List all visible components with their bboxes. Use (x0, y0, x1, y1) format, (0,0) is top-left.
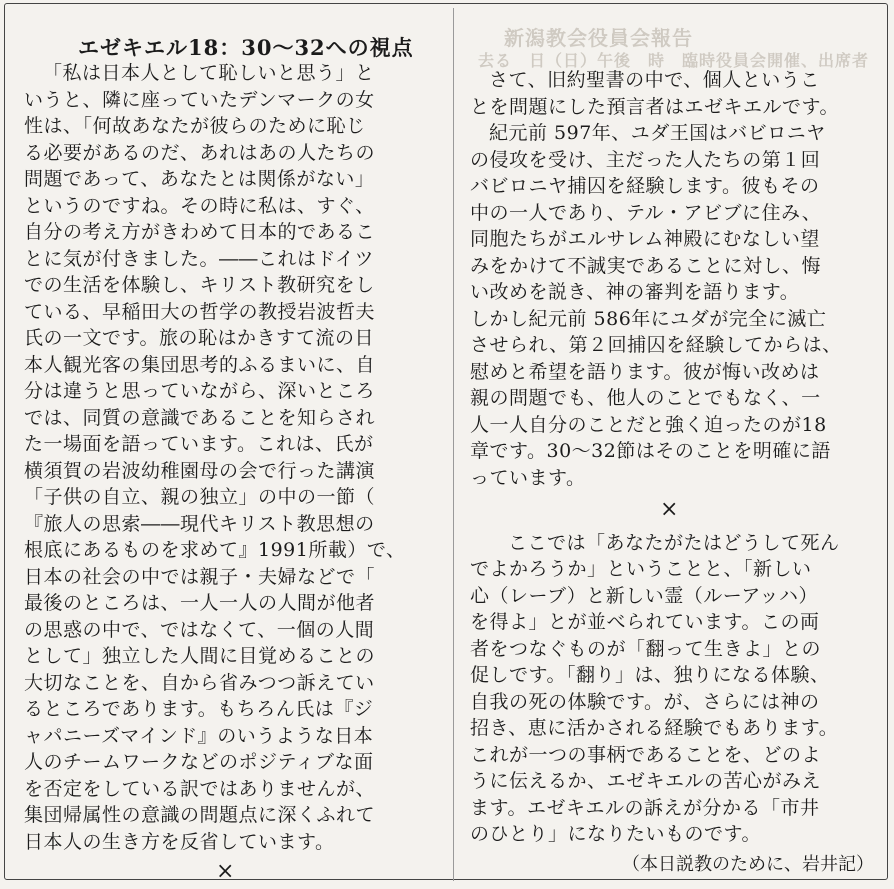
column-divider (453, 8, 454, 881)
text-line: 者をつなぐものが「翻って生きよ」との (470, 637, 822, 660)
text-line: いうと、隣に座っていたデンマークの女 (24, 88, 375, 111)
text-line: これが一つの事柄であることを、どのよ (470, 743, 822, 766)
text-line: さて、旧約聖書の中で、個人というこ (489, 69, 820, 91)
text-line: として」独立した人間に目覚めることの (24, 645, 376, 667)
text-line: というのですね。その時に私は、すぐ、 (24, 194, 375, 217)
text-line: ャパニーズマインド』のいうような日本 (24, 724, 374, 747)
text-line: 本人観光客の集団思考的ふるまいに、自 (24, 353, 376, 376)
text-line: とを問題にした預言者はエゼキエルです。 (470, 95, 839, 118)
bleed-through-text: 去る 日（日）午後 時 臨時役員会開催、出席者 (478, 51, 870, 70)
text-line: 『旅人の思索――現代キリスト教思想の (24, 512, 375, 535)
text-line: 氏の一文です。旅の恥はかきすて流の日 (24, 327, 375, 349)
text-line: 親の問題でも、他人のことでもなく、一 (470, 387, 821, 409)
text-line: 招き、恵に活かされる経験でもあります。 (470, 717, 839, 739)
text-line: 集団帰属性の意識の問題点に深くふれて (24, 804, 376, 826)
section-separator-mark: × (216, 859, 235, 884)
text-line: るところであります。もちろん氏は『ジ (24, 698, 374, 720)
bleed-through-text: 新潟教会役員会報告 (504, 26, 693, 50)
text-line: 促しです。「翻り」は、独りになる体験、 (470, 664, 830, 686)
text-line: っています。 (470, 466, 586, 489)
author-signature: （本日説教のために、岩井記） (622, 853, 874, 875)
text-line: 「子供の自立、親の独立」の中の一節（ (24, 486, 376, 508)
text-line: い改めを説き、神の審判を語ります。 (470, 281, 800, 303)
text-line: でよかろうか」ということと、「新しい (470, 558, 812, 580)
text-line: 分は違うと思っていながら、深いところ (24, 380, 376, 402)
text-line: ます。エゼキエルの訴えが分かる「市井 (470, 796, 820, 819)
text-line: 日本の社会の中では親子・夫婦などで「 (24, 565, 376, 588)
text-line: 「私は日本人として恥しいと思う」と (43, 62, 375, 84)
text-line: 問題であって、あなたとは関係がない」 (24, 168, 375, 190)
text-line: 紀元前 597年、ユダ王国はバビロニヤ (489, 122, 826, 144)
text-line: 中の一人であり、テル・アビブに住み、 (470, 201, 822, 224)
text-line: 最後のところは、一人一人の人間が他者 (24, 592, 376, 614)
text-line: 自我の死の体験です。が、さらには神の (470, 690, 820, 713)
text-line: 章です。30〜32節はそのことを明確に語 (470, 440, 831, 462)
section-separator-mark: × (660, 497, 679, 522)
text-line: しかし紀元前 586年にユダが完全に滅亡 (470, 307, 827, 330)
text-line: 根底にあるものを求めて』1991所載）で、 (24, 539, 406, 561)
text-line: のひとり」になりたいものです。 (470, 823, 761, 845)
article-title: エゼキエル18：30〜32への視点 (78, 35, 414, 60)
text-line: みをかけて不誠実であることに対し、悔 (470, 254, 822, 277)
left-column (24, 0, 442, 889)
text-line: 大切なことを、自から省みつつ訴えてい (24, 671, 375, 694)
text-line: 横須賀の岩波幼稚園母の会で行った講演 (24, 459, 376, 482)
text-line: では、同質の意識であることを知らされ (24, 406, 376, 429)
text-line: を否定をしている訳ではありませんが、 (24, 777, 376, 800)
text-line: 人のチームワークなどのポジティブな面 (24, 751, 374, 773)
text-line: での生活を体験し、キリスト教研究をし (24, 274, 375, 296)
text-line: 性は、「何故あなたが彼らのために恥じ (24, 115, 366, 137)
text-line: ここでは「あなたがたはどうして死ん (508, 531, 840, 554)
right-column (470, 0, 888, 889)
text-line: ている、早稲田大の哲学の教授岩波哲夫 (24, 300, 376, 323)
text-line: 心（レーブ）と新しい霊（ルーアッハ） (470, 584, 818, 607)
text-line: 自分の考え方がきわめて日本的であるこ (24, 221, 376, 243)
text-line: た一場面を語っています。これは、氏が (24, 433, 374, 455)
text-line: 同胞たちがエルサレム神殿にむなしい望 (470, 228, 820, 250)
text-line: を得よ」とが並べられています。この両 (470, 611, 820, 633)
text-line: る必要があるのだ、あれはあの人たちの (24, 141, 376, 164)
text-line: 人一人自分のことだと強く迫ったのが18 (470, 413, 827, 436)
text-line: 慰めと希望を語ります。彼が悔い改めは (470, 360, 820, 383)
text-line: の侵攻を受け、主だった人たちの第１回 (470, 148, 821, 171)
text-line: させられ、第２回捕囚を経験してからは、 (470, 334, 842, 356)
text-line: の思惑の中で、ではなくて、一個の人間 (24, 618, 375, 641)
text-line: うに伝えるか、エゼキエルの苦心がみえ (470, 770, 822, 792)
text-line: 日本人の生き方を反省しています。 (24, 830, 335, 853)
text-line: とに気が付きました。――これはドイツ (24, 247, 375, 270)
text-line: バビロニヤ捕囚を経験します。彼もその (470, 175, 820, 197)
